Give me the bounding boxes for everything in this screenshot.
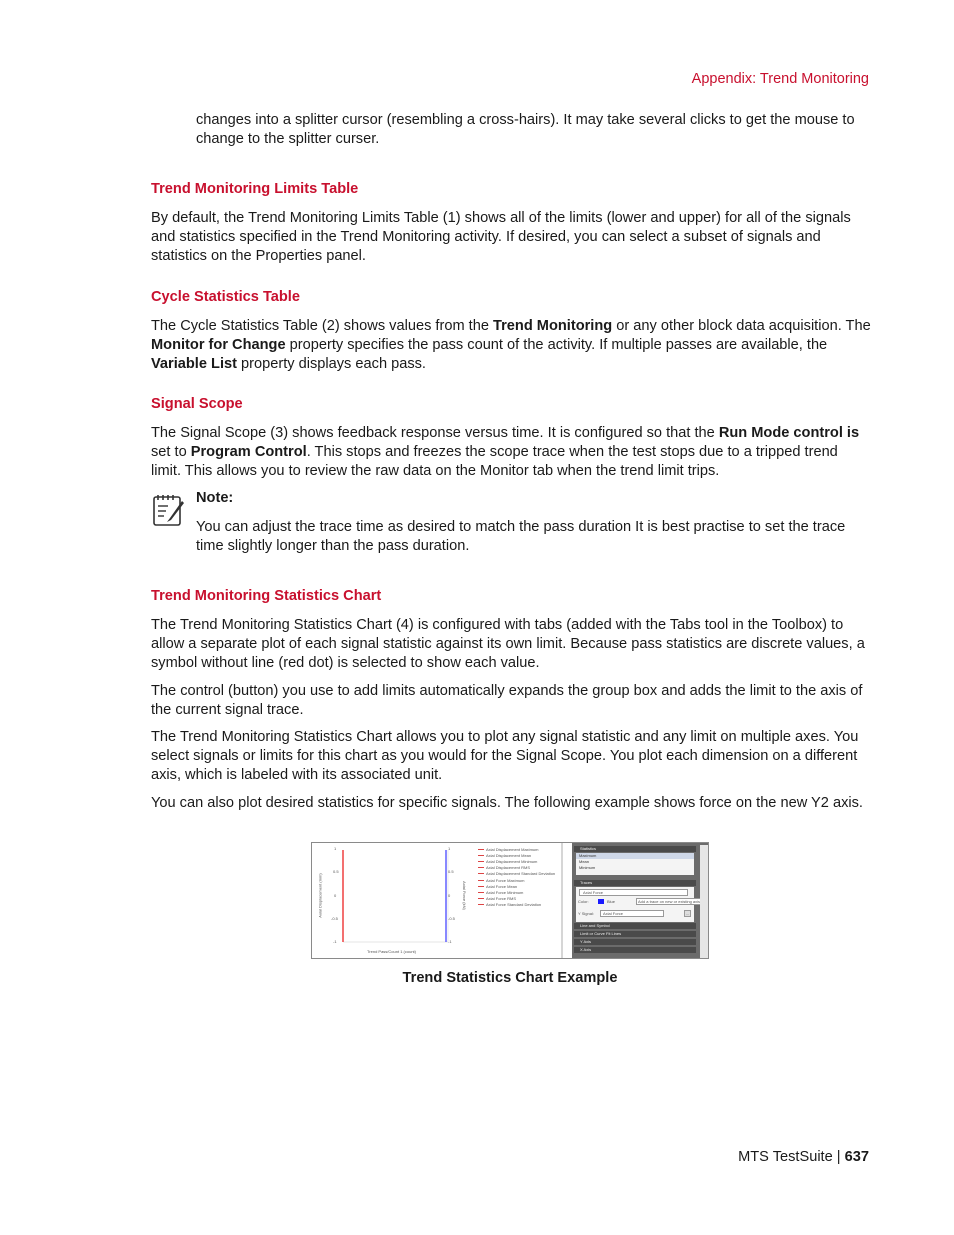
trend-statistics-chart-screenshot <box>311 842 709 959</box>
signal-scope-paragraph: The Signal Scope (3) shows feedback response versus time. It is configured so that the Run Mode control is set to Program Control. This stops and freezes the scope trace when the test stops due to a tripped trend limit. This allows you to review the raw data on the Monitor tab when the trend limit trips. <box>151 425 860 479</box>
chart-legend <box>478 846 555 908</box>
line-symbol-group-header[interactable]: Line and Symbol <box>574 923 696 929</box>
heading-cycle-table: Cycle Statistics Table <box>151 289 300 305</box>
trace-select[interactable]: Axial Force <box>579 889 688 896</box>
statistics-item[interactable]: Mean <box>579 859 590 864</box>
y-signal-select[interactable]: Axial Force <box>600 910 664 917</box>
y1-tick-0: 1 <box>334 846 337 851</box>
y1-tick-1: 0.5 <box>333 869 339 874</box>
legend-item: Axial Force Minimum <box>478 889 555 895</box>
figure-caption: Trend Statistics Chart Example <box>402 970 618 986</box>
limits-table-paragraph: By default, the Trend Monitoring Limits Table (1) shows all of the limits (lower and upper) for all of the signals and statistics specified in the Trend Monitoring activity. If desired, you can select a subset of signals and statistics on the Properties panel. <box>151 210 851 264</box>
cycle-table-paragraph: The Cycle Statistics Table (2) shows values from the Trend Monitoring or any other block data acquisition. The Monitor for Change property specifies the pass count of the activity. If multiple passes are available, the Variable List property displays each pass. <box>151 318 871 372</box>
statistics-list <box>576 853 694 875</box>
note-text: You can adjust the trace time as desired to match the pass duration It is best practise to set the trace time slightly longer than the pass duration. <box>196 519 846 554</box>
legend-item: Axial Displacement Minimum <box>478 858 555 864</box>
color-value: Blue <box>607 899 616 904</box>
legend-item: Axial Force Standard Deviation <box>478 902 555 908</box>
y2-tick-2: 0 <box>448 893 451 898</box>
footer-product: MTS TestSuite | <box>738 1149 845 1165</box>
y2-axis-label: Axial Force (kN) <box>461 881 467 910</box>
y-signal-label: Y Signal: <box>578 911 594 916</box>
add-trace-tooltip: Add a trace on new or existing axis <box>638 899 701 904</box>
note-title: Note: <box>196 490 234 506</box>
y2-tick-0: 1 <box>448 846 451 851</box>
running-header: Appendix: Trend Monitoring <box>691 71 869 87</box>
x-axis-group-header[interactable]: X Axis <box>574 947 696 953</box>
y1-tick-2: 0 <box>334 893 337 898</box>
more-button[interactable]: ... <box>686 911 690 916</box>
legend-item: Axial Force RMS <box>478 896 555 902</box>
heading-stats-chart: Trend Monitoring Statistics Chart <box>151 588 382 604</box>
y-axis-group-header[interactable]: Y Axis <box>574 939 696 945</box>
legend-item: Axial Displacement Mean <box>478 852 555 858</box>
y1-axis-label: Axial Displacement (mm) <box>317 873 323 918</box>
legend-item: Axial Displacement RMS <box>478 865 555 871</box>
color-swatch[interactable] <box>598 899 604 904</box>
page-footer <box>738 1149 869 1165</box>
heading-limits-table: Trend Monitoring Limits Table <box>151 181 359 197</box>
statistics-item[interactable]: Minimum <box>579 865 596 870</box>
note-pencil-icon <box>152 493 186 527</box>
traces-box <box>576 887 701 922</box>
properties-panel <box>572 843 709 959</box>
panel-scrollbar[interactable] <box>700 845 708 958</box>
y2-tick-3: -0.5 <box>448 916 455 921</box>
statistics-group-header[interactable]: Statistics <box>574 846 696 852</box>
stats-chart-paragraph-2: The control (button) you use to add limits automatically expands the group box and adds the limit to the axis of the current signal trace. <box>151 683 863 718</box>
y1-tick-4: -1 <box>333 939 337 944</box>
stats-chart-paragraph-3: The Trend Monitoring Statistics Chart allows you to plot any signal statistic and any limit on multiple axes. You select signals or limits for this chart as you would for the Signal Scope. You plot each dimension on a different axis, which is labeled with its associated unit. <box>151 729 859 783</box>
legend-item: Axial Force Maximum <box>478 877 555 883</box>
stats-chart-paragraph-1: The Trend Monitoring Statistics Chart (4) is configured with tabs (added with the Tabs tool in the Toolbox) to allow a separate plot of each signal statistic against its own limit. Because pass statistics are discrete values, a symbol without line (red dot) is selected to show each value. <box>151 617 865 671</box>
heading-signal-scope: Signal Scope <box>151 396 243 412</box>
intro-paragraph: changes into a splitter cursor (resembling a cross-hairs). It may take several clicks to get the mouse to change to the splitter curser. <box>196 112 855 147</box>
x-axis-label: Trend Pass/Count 1 (count) <box>367 949 416 954</box>
traces-group-header[interactable]: Traces <box>574 880 696 886</box>
y2-tick-4: -1 <box>448 939 452 944</box>
y2-tick-1: 0.5 <box>448 869 454 874</box>
legend-item: Axial Displacement Standard Deviation <box>478 871 555 877</box>
color-label: Color: <box>578 899 589 904</box>
limit-lines-group-header[interactable]: Limit or Curve Fit Lines <box>574 931 696 937</box>
page-number: 637 <box>844 1149 869 1165</box>
statistics-item[interactable]: Maximum <box>576 853 694 859</box>
stats-chart-paragraph-4: You can also plot desired statistics for specific signals. The following example shows force on the new Y2 axis. <box>151 795 863 811</box>
legend-item: Axial Displacement Maximum <box>478 846 555 852</box>
legend-item: Axial Force Mean <box>478 883 555 889</box>
y1-tick-3: -0.5 <box>331 916 338 921</box>
